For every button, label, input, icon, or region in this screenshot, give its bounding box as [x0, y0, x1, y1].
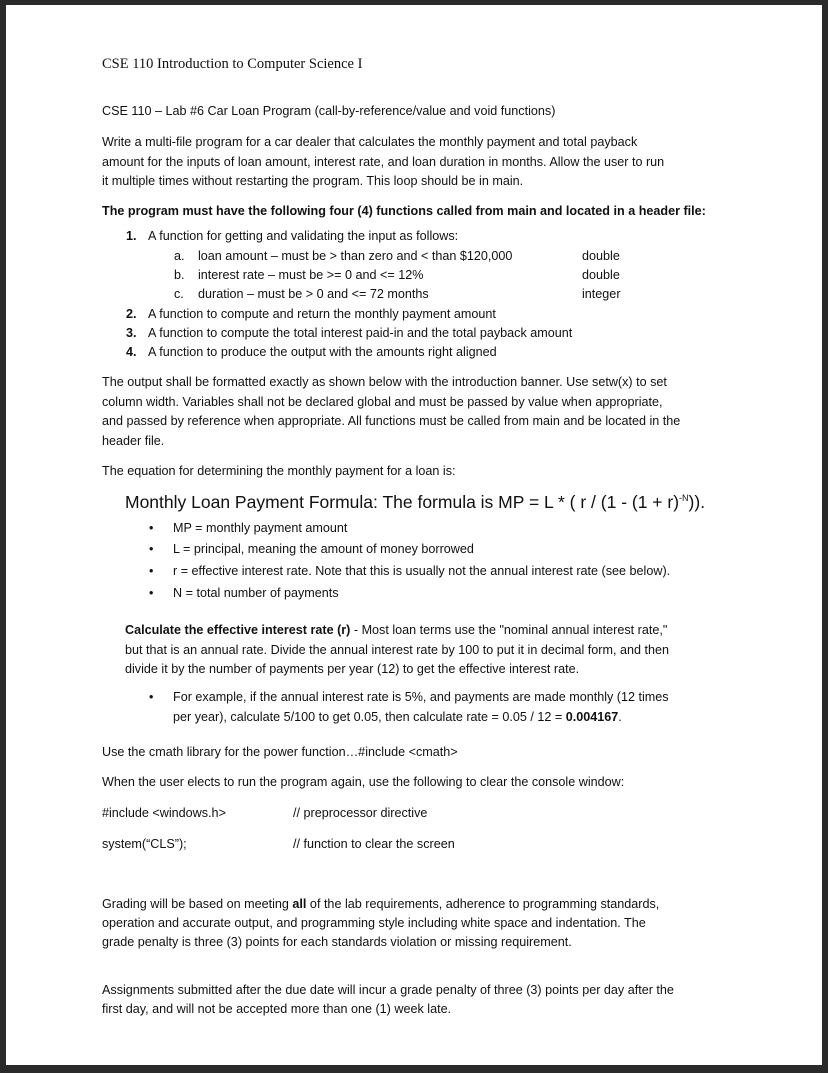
formula-bullet: • L = principal, meaning the amount of money borrowed	[149, 542, 474, 556]
function-item-1: 1. A function for getting and validating the input as follows:	[126, 229, 459, 243]
output-line: header file.	[102, 433, 165, 448]
code-line-include: #include <windows.h>	[102, 806, 226, 820]
function-item-3: 3. A function to compute the total interest paid-in and the total payback amount	[126, 326, 573, 340]
input-type-a: double	[582, 249, 620, 263]
formula-bullet: • MP = monthly payment amount	[149, 521, 348, 535]
late-policy-paragraph: Assignments submitted after the due date will incur a grade penalty of three (3) points per day after the first day, and will not be accepted more than one (1) week late.	[102, 983, 674, 1016]
equation-intro: The equation for determining the monthly payment for a loan is:	[102, 464, 456, 478]
functions-heading: The program must have the following four (4) functions called from main and located in a header file:	[102, 204, 706, 218]
grading-paragraph: Grading will be based on meeting all of the lab requirements, adherence to programming standards, operation and accurate output, and programming style including white space and indentation. The grade penalty is three (3) points for each standards violation or missing requirement.	[102, 897, 660, 949]
output-line: column width. Variables shall not be declared global and must be passed by value when appropriate,	[102, 394, 663, 409]
loan-formula: Monthly Loan Payment Formula: The formula is MP = L * ( $r / (1 - (1 + r)^{-N})$).	[125, 492, 706, 512]
effective-rate-paragraph: Calculate the effective interest rate (r) - Most loan terms use the "nominal annual interest rate," but that is an annual rate. Divide the annual interest rate by 100 to put it in decimal form, and then divide it by the number of payments per year (12) to get the effective interest rate.	[125, 623, 669, 676]
input-type-b: double	[582, 268, 620, 282]
intro-line: Write a multi-file program for a car dealer that calculates the monthly payment and total payback	[102, 135, 638, 149]
input-item-b: b. interest rate – must be >= 0 and <= 12%	[174, 268, 424, 282]
course-header: CSE 110 Introduction to Computer Science I	[102, 56, 363, 72]
formula-bullet: • N = total number of payments	[149, 586, 339, 600]
input-type-c: integer	[582, 287, 621, 301]
example-bullet: • For example, if the annual interest rate is 5%, and payments are made monthly (12 times per year), calculate 5/100 to get 0.05, then calculate rate = 0.05 / 12 = 0.004167.	[149, 690, 669, 724]
formula-bullet: • r = effective interest rate. Note that this is usually not the annual interest rate (see below).	[149, 564, 671, 578]
output-paragraph	[102, 373, 680, 451]
function-item-4: 4. A function to produce the output with the amounts right aligned	[126, 345, 497, 359]
output-line: and passed by reference when appropriate. All functions must be called from main and be located in the	[102, 414, 681, 428]
clear-intro: When the user elects to run the program again, use the following to clear the console window:	[102, 775, 625, 789]
cmath-note: Use the cmath library for the power function…#include <cmath>	[102, 745, 458, 759]
code-comment-system: // function to clear the screen	[293, 837, 455, 851]
lab-title: CSE 110 – Lab #6 Car Loan Program (call-by-reference/value and void functions)	[102, 104, 556, 118]
code-line-system: system(“CLS”);	[102, 837, 187, 851]
code-comment-include: // preprocessor directive	[293, 806, 428, 820]
input-item-c: c. duration – must be > 0 and <= 72 months	[174, 287, 429, 301]
function-item-2: 2. A function to compute and return the monthly payment amount	[126, 307, 496, 321]
intro-line: it multiple times without restarting the program. This loop should be in main.	[102, 174, 524, 188]
document-page	[6, 5, 822, 1065]
input-item-a: a. loan amount – must be > than zero and < than $120,000	[174, 249, 513, 263]
output-line: The output shall be formatted exactly as shown below with the introduction banner. Use setw(x) to set	[102, 375, 667, 389]
intro-paragraph	[102, 133, 664, 192]
intro-line: amount for the inputs of loan amount, interest rate, and loan duration in months. Allow the user to run	[102, 154, 665, 169]
